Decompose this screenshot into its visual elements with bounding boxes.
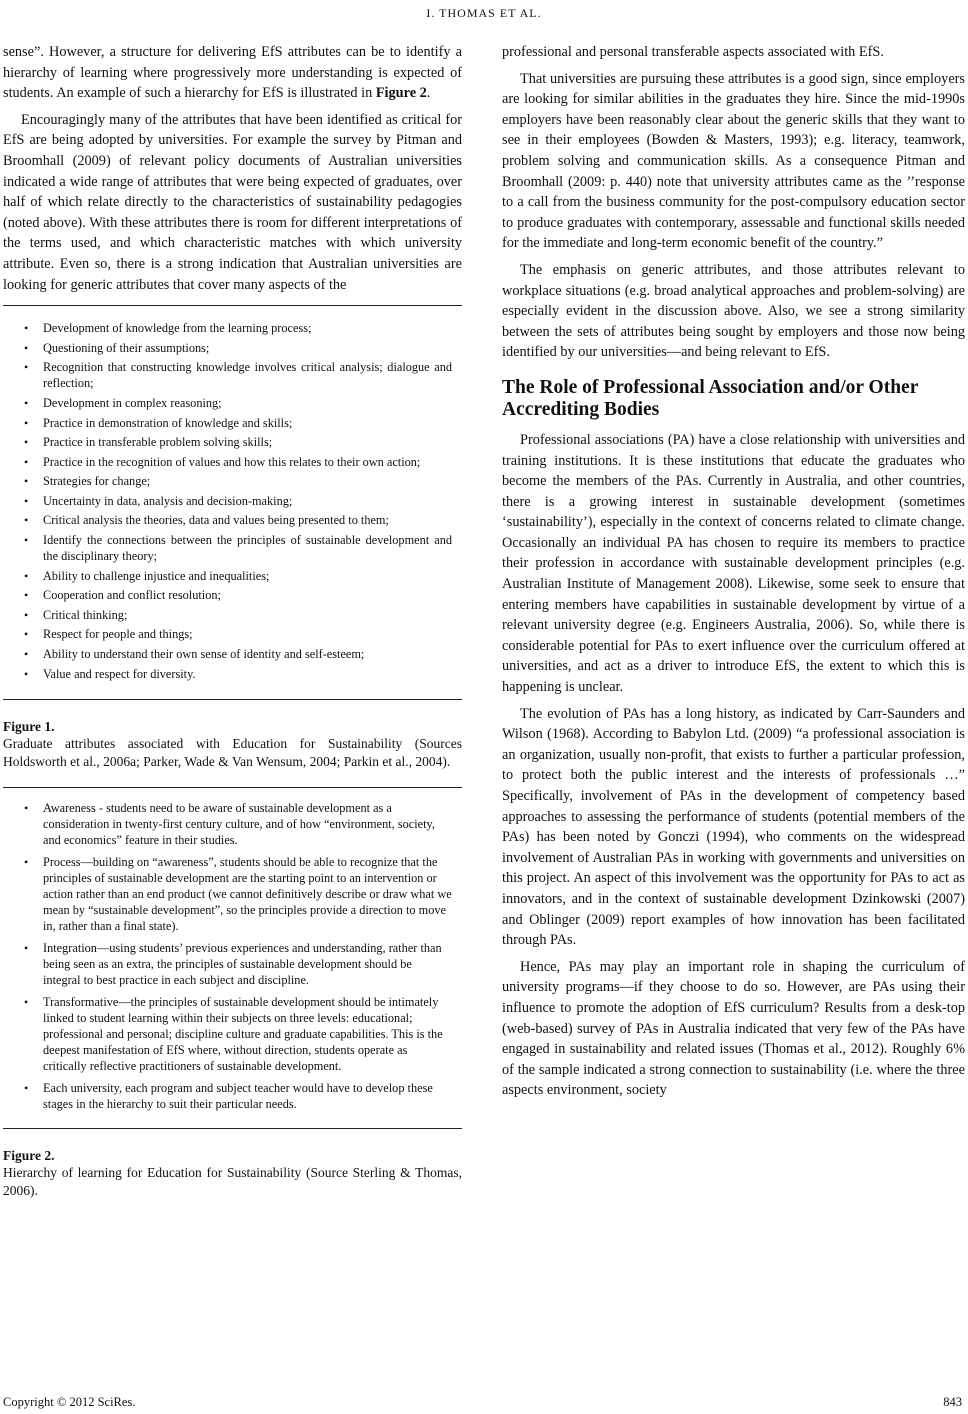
list-item: • Strategies for change;	[13, 473, 452, 489]
list-item: • Ability to challenge injustice and inequalities;	[13, 568, 452, 584]
list-item: • Awareness - students need to be aware of sustainable development as a consideration in twenty-first century culture, and of how “environment, society, and economics” feature in their studies.	[13, 800, 452, 848]
figure-1-box	[3, 305, 462, 700]
list-item: • Recognition that constructing knowledge involves critical analysis; dialogue and reflection;	[13, 359, 452, 391]
list-item: • Development of knowledge from the learning process;	[13, 320, 452, 336]
list-item: • Integration—using students’ previous experiences and understanding, rather than being seen as an extra, the principles of sustainable development should be integral to best practice in each subject and discipline.	[13, 940, 452, 988]
paragraph: professional and personal transferable aspects associated with EfS.	[502, 44, 884, 60]
list-item: • Critical thinking;	[13, 607, 452, 623]
right-column	[502, 42, 965, 1107]
paragraph: Hence, PAs may play an important role in shaping the curriculum of university programs—if they choose to do so. However, are PAs using their influence to promote the adoption of EfS curriculum? Results from a desk-top (web-based) survey of PAs in Australia indicated that very few of the PAs have engaged in sustainability and related issues (Thomas et al., 2012). Roughly 6% of the sample indicated a strong connection to sustainability (i.e. where the three aspects environment, society	[502, 958, 965, 1099]
section-heading: The Role of Professional Association and/or Other Accrediting Bodies	[502, 376, 919, 420]
paragraph: The emphasis on generic attributes, and those attributes relevant to workplace situations (e.g. broad analytical approaches and problem-solving) are especially evident in the discussion above. Also, we see a strong similarity between the sets of attributes being sought by employers and those now being identified by our universities—and being relevant to EfS.	[502, 261, 965, 361]
list-item: • Cooperation and conflict resolution;	[13, 587, 452, 603]
list-item: • Identify the connections between the principles of sustainable development and the disciplinary theory;	[13, 532, 452, 564]
list-item: • Value and respect for diversity.	[13, 666, 452, 682]
footer-page-number: 843	[943, 1395, 962, 1409]
list-item: • Practice in the recognition of values and how this relates to their own action;	[13, 454, 452, 470]
figure-1-list	[13, 320, 452, 682]
list-item: • Each university, each program and subject teacher would have to develop these stages in the hierarchy to suit their particular needs.	[13, 1080, 452, 1112]
paragraph	[3, 42, 462, 104]
paragraph: Encouragingly many of the attributes that have been identified as critical for EfS are being adopted by universities. For example the survey by Pitman and Broomhall (2009) of relevant policy documents of Australian universities indicated a wide range of attributes that were being expected of graduates, over half of which relate directly to the characteristics of sustainability pedagogies (noted above). With these attributes there is room for different interpretations of the terms used, and which characteristic matches with which university attribute. Even so, there is a strong indication that Australian universities are looking for generic attributes that cover many aspects of the	[3, 111, 462, 293]
figure-reference[interactable]: Figure 2	[375, 85, 427, 102]
paragraph: That universities are pursuing these attributes is a good sign, since employers are looking for similar abilities in the graduates they hire. Since the mid-1990s employers have been reasonably clear about the generic skills that they want to see in their employees (Bowden & Masters, 1993); e.g. literacy, teamwork, problem solving and communication skills. As a consequence Pitman and Broomhall (2009: p. 440) note that university attributes came as the ’’response to a call from the business community for the post-compulsory education sector to produce graduates with contemporary, assessable and functional skills needed for the immediate and long-term economic benefit of the country.”	[502, 70, 965, 252]
list-item: • Questioning of their assumptions;	[13, 340, 452, 356]
list-item: • Critical analysis the theories, data and values being presented to them;	[13, 512, 452, 528]
list-item: • Transformative—the principles of sustainable development should be intimately linked to student learning within their subjects on three levels: educational; professional and personal; discipline culture and graduate capabilities. This is the deepest manifestation of EfS where, without direction, students operate as critically reflective practitioners of sustainable development.	[13, 994, 452, 1074]
paragraph: Professional associations (PA) have a close relationship with universities and training institutions. It is these institutions that educate the graduates who become the members of the PAs. Currently in Australia, and other countries, there is a growing interest in sustainable development (sometimes ‘sustainability’), especially in the context of concerns related to climate change. Occasionally an individual PA has chosen to require its members to practice their profession in accordance with sustainable development principles (e.g. Australian Institute of Management 2008). Likewise, some seek to ensure that entering members have capabilities in sustainable development by virtue of a relevant university degree (e.g. Engineers Australia, 2006). So, while there is considerable potential for PAs to exert influence over the curriculum offered at universities, and act as a driver to introduce EfS, the extent to which this is happening is unclear.	[502, 431, 965, 696]
list-item: • Respect for people and things;	[13, 626, 452, 642]
footer-copyright: Copyright © 2012 SciRes.	[3, 1395, 136, 1409]
list-item: • Development in complex reasoning;	[13, 395, 452, 411]
paragraph-text: sense”. However, a structure for delivering EfS attributes can be to identify a hierarchy of learning where progressively more understanding is expected of students. An example of such a hierarchy for EfS is illustrated in	[3, 44, 462, 102]
running-head: I. THOMAS ET AL.	[426, 6, 542, 20]
list-item: • Practice in demonstration of knowledge and skills;	[13, 415, 452, 431]
list-item: • Practice in transferable problem solving skills;	[13, 434, 452, 450]
figure-2-title: Figure 2.	[3, 1148, 55, 1164]
paragraph-end: .	[426, 85, 431, 102]
left-column	[3, 42, 462, 1200]
figure-1-title: Figure 1.	[3, 719, 55, 735]
figure-2-caption: Hierarchy of learning for Education for Sustainability (Source Sterling & Thomas, 2006).	[3, 1165, 462, 1199]
list-item: • Process—building on “awareness”, students should be able to recognize that the principles of sustainable development are the starting point to an intervention or action rather than an end product (we cannot definitively describe or draw what we mean by “sustainable development”, so the principles provide a direction to move in, rather than a final state).	[13, 854, 452, 934]
figure-2-box	[3, 787, 462, 1129]
list-item: • Ability to understand their own sense of identity and self-esteem;	[13, 646, 452, 662]
figure-1-caption: Graduate attributes associated with Education for Sustainability (Sources Holdsworth et al., 2006a; Parker, Wade & Van Wensum, 2004; Parkin et al., 2004).	[3, 736, 462, 770]
list-item: • Uncertainty in data, analysis and decision-making;	[13, 493, 452, 509]
paragraph: The evolution of PAs has a long history, as indicated by Carr-Saunders and Wilson (1968). According to Babylon Ltd. (2009) “a professional association is an organization, usually non-profit, that exists to further a particular profession, to protect both the public interest and the interests of professionals …” Specifically, involvement of PAs in the development of competency based approaches to assessing the performance of students (potential members of the PAs) has been noted by Gonczi (1994), who comments on the widespread involvement of Australian PAs in working with governments and universities on this project. An aspect of this involvement was the opportunity for PAs to act as innovators, and in the context of sustainable development Dzinkowski (2007) and Oblinger (2009) report examples of how innovation has been facilitated through PAs.	[502, 705, 965, 949]
figure-2-list	[13, 800, 452, 1112]
